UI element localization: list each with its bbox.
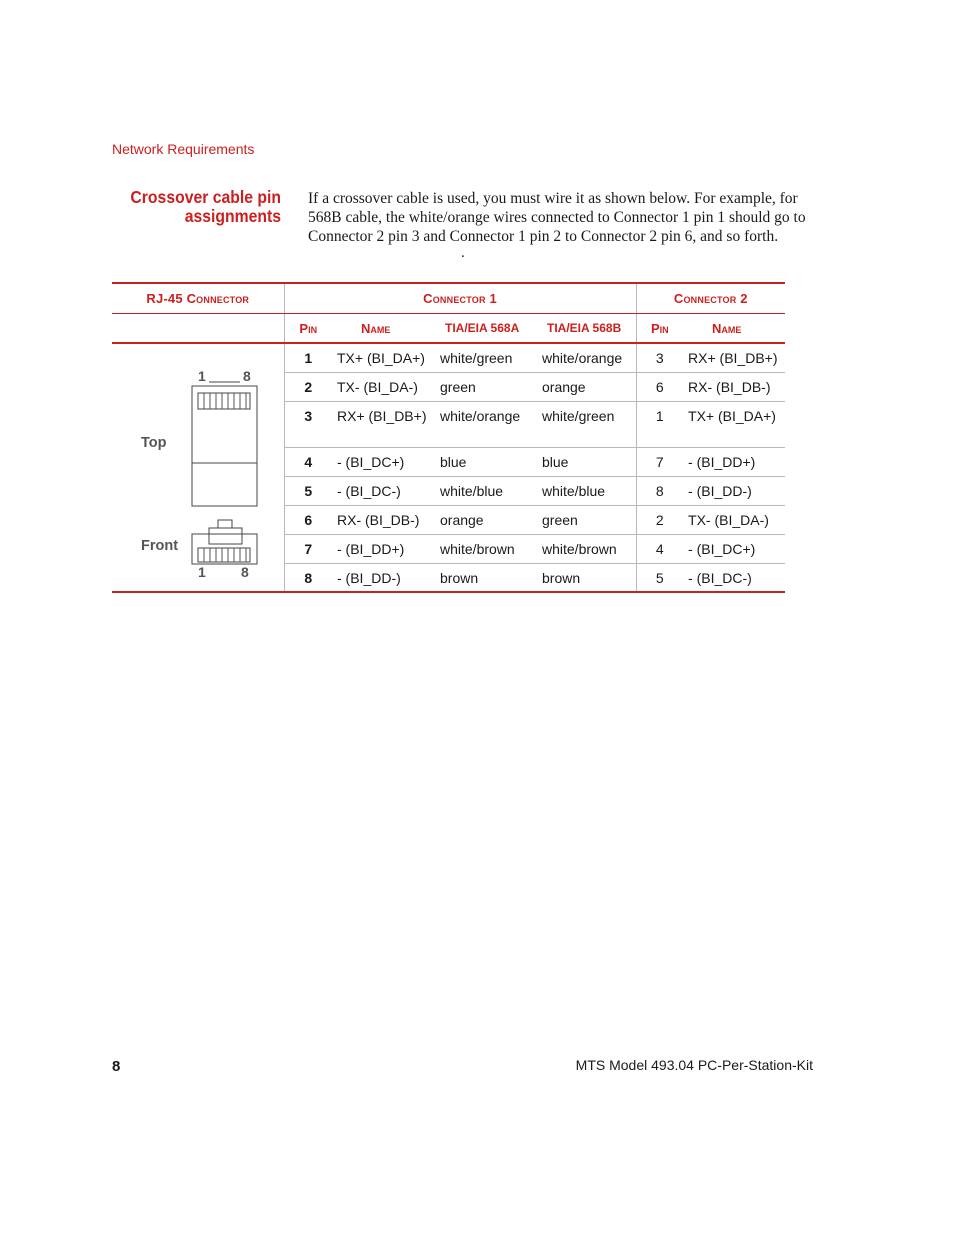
cell-568b: brown bbox=[537, 563, 636, 592]
section-title bbox=[129, 188, 281, 226]
header-tia-568a: TIA/EIA 568A bbox=[435, 314, 537, 344]
cell-name2: TX+ (BI_DA+) bbox=[683, 401, 785, 447]
cell-pin2: 8 bbox=[636, 476, 683, 505]
header-blank bbox=[112, 314, 284, 344]
cell-name2: - (BI_DD-) bbox=[683, 476, 785, 505]
cell-568a: white/orange bbox=[435, 401, 537, 447]
cell-pin1: 3 bbox=[284, 401, 332, 447]
front-pin-8-label: 8 bbox=[241, 564, 249, 580]
cell-568b: white/blue bbox=[537, 476, 636, 505]
cell-568b: blue bbox=[537, 447, 636, 476]
rj45-diagram-cell bbox=[112, 343, 284, 592]
header-pin-2: Pin bbox=[636, 314, 683, 344]
cell-pin2: 2 bbox=[636, 505, 683, 534]
cell-pin2: 4 bbox=[636, 534, 683, 563]
cell-pin1: 2 bbox=[284, 372, 332, 401]
cell-name1: RX+ (BI_DB+) bbox=[332, 401, 435, 447]
cell-pin2: 1 bbox=[636, 401, 683, 447]
rj45-top-view bbox=[192, 382, 257, 506]
top-label: Top bbox=[141, 435, 167, 451]
cell-name1: TX- (BI_DA-) bbox=[332, 372, 435, 401]
cell-name1: - (BI_DC-) bbox=[332, 476, 435, 505]
crossover-pin-table bbox=[112, 282, 785, 593]
cell-pin1: 6 bbox=[284, 505, 332, 534]
cell-568a: white/green bbox=[435, 343, 537, 372]
section-title-line1: Crossover cable pin bbox=[130, 187, 281, 207]
rj45-connector-drawing bbox=[112, 344, 284, 597]
cell-pin2: 3 bbox=[636, 343, 683, 372]
cell-568a: white/brown bbox=[435, 534, 537, 563]
header-name-1: Name bbox=[332, 314, 435, 344]
cell-568b: white/orange bbox=[537, 343, 636, 372]
stray-dot: . bbox=[461, 245, 465, 261]
cell-568b: green bbox=[537, 505, 636, 534]
cell-name2: - (BI_DD+) bbox=[683, 447, 785, 476]
header-name-2: Name bbox=[683, 314, 785, 344]
cell-pin2: 6 bbox=[636, 372, 683, 401]
running-head: Network Requirements bbox=[112, 141, 255, 157]
cell-name1: RX- (BI_DB-) bbox=[332, 505, 435, 534]
cell-pin2: 7 bbox=[636, 447, 683, 476]
document-title: MTS Model 493.04 PC-Per-Station-Kit bbox=[575, 1057, 813, 1073]
cell-name1: TX+ (BI_DA+) bbox=[332, 343, 435, 372]
cell-pin1: 4 bbox=[284, 447, 332, 476]
page-number: 8 bbox=[112, 1058, 121, 1075]
cell-568b: orange bbox=[537, 372, 636, 401]
cell-pin2: 5 bbox=[636, 563, 683, 592]
header-rj45-connector: RJ-45 Connector bbox=[112, 283, 284, 314]
cell-name2: RX+ (BI_DB+) bbox=[683, 343, 785, 372]
intro-paragraph: If a crossover cable is used, you must wire it as shown below. For example, for 568B cable, the white/orange wires connected to Connector 1 pin 1 should go to Connector 2 pin 3 and Connector 1 pin 2 to Connector 2 pin 6, and so forth. bbox=[308, 190, 806, 245]
cell-name1: - (BI_DC+) bbox=[332, 447, 435, 476]
cell-name1: - (BI_DD-) bbox=[332, 563, 435, 592]
header-pin-1: Pin bbox=[284, 314, 332, 344]
table-row bbox=[112, 343, 785, 372]
section-title-line2: assignments bbox=[184, 206, 281, 226]
cell-pin1: 1 bbox=[284, 343, 332, 372]
cell-name2: - (BI_DC-) bbox=[683, 563, 785, 592]
top-pin-8-label: 8 bbox=[243, 368, 251, 384]
header-connector-2: Connector 2 bbox=[636, 283, 785, 314]
cell-pin1: 5 bbox=[284, 476, 332, 505]
cell-name2: RX- (BI_DB-) bbox=[683, 372, 785, 401]
front-pin-1-label: 1 bbox=[198, 564, 206, 580]
cell-568b: white/brown bbox=[537, 534, 636, 563]
cell-name1: - (BI_DD+) bbox=[332, 534, 435, 563]
header-connector-1: Connector 1 bbox=[284, 283, 636, 314]
cell-568a: orange bbox=[435, 505, 537, 534]
header-tia-568b: TIA/EIA 568B bbox=[537, 314, 636, 344]
rj45-diagram bbox=[112, 344, 284, 597]
cell-568a: white/blue bbox=[435, 476, 537, 505]
top-pin-1-label: 1 bbox=[198, 368, 206, 384]
cell-name2: - (BI_DC+) bbox=[683, 534, 785, 563]
cell-568b: white/green bbox=[537, 401, 636, 447]
front-label: Front bbox=[141, 538, 179, 554]
cell-568a: brown bbox=[435, 563, 537, 592]
cell-pin1: 7 bbox=[284, 534, 332, 563]
cell-pin1: 8 bbox=[284, 563, 332, 592]
cell-name2: TX- (BI_DA-) bbox=[683, 505, 785, 534]
rj45-front-view bbox=[192, 520, 257, 564]
cell-568a: blue bbox=[435, 447, 537, 476]
cell-568a: green bbox=[435, 372, 537, 401]
